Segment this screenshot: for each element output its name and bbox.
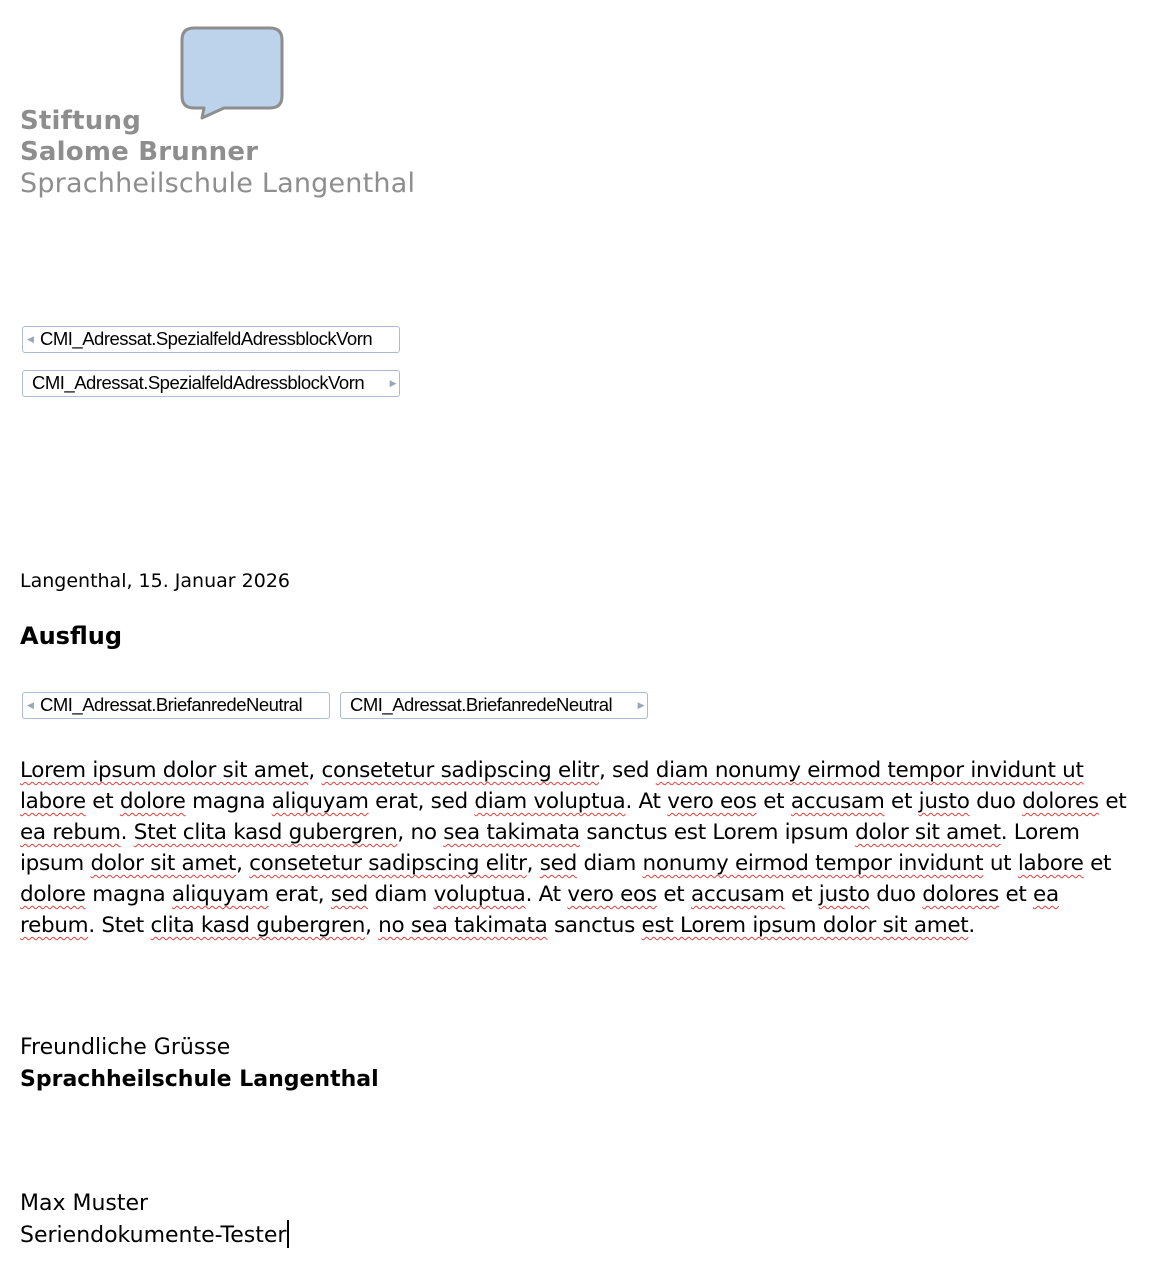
field-start-marker-icon: ◀ bbox=[27, 700, 34, 710]
body-text-segment: , no bbox=[397, 820, 444, 845]
spellcheck-flagged-text: clita kasd gubergren bbox=[150, 913, 366, 938]
letter-body-paragraph[interactable] bbox=[20, 755, 1140, 941]
spellcheck-flagged-text: est Lorem ipsum dolor sit amet bbox=[641, 913, 969, 938]
spellcheck-flagged-text: nonumy eirmod tempor invidunt bbox=[642, 851, 984, 876]
spellcheck-flagged-text: aliquyam bbox=[171, 882, 269, 907]
spellcheck-flagged-text: dolor sit amet bbox=[90, 851, 237, 876]
body-text-segment: erat, sed bbox=[368, 789, 475, 814]
body-text-segment: , bbox=[526, 851, 540, 876]
spellcheck-flagged-text: sea takimata bbox=[443, 820, 580, 845]
merge-field-salutation-start[interactable] bbox=[22, 692, 330, 719]
body-text-segment: . Stet bbox=[88, 913, 151, 938]
spellcheck-flagged-text: accusam bbox=[790, 789, 885, 814]
body-text-segment: duo bbox=[969, 789, 1023, 814]
spellcheck-flagged-text: vero eos bbox=[667, 789, 757, 814]
body-text-segment: , bbox=[236, 851, 250, 876]
body-text-segment: et bbox=[884, 789, 919, 814]
body-text-segment: . bbox=[968, 913, 975, 938]
letter-closing[interactable]: Freundliche Grüsse bbox=[20, 1035, 231, 1060]
field-end-marker-icon: ▶ bbox=[637, 700, 644, 710]
body-text-segment: sanctus bbox=[547, 913, 642, 938]
spellcheck-flagged-text: consetetur sadipscing elitr bbox=[249, 851, 527, 876]
logo-school-name: Sprachheilschule Langenthal bbox=[20, 168, 416, 199]
logo-foundation-name: Salome Brunner bbox=[20, 137, 259, 167]
spellcheck-flagged-text: dolor sit amet bbox=[855, 820, 1001, 845]
body-text-segment: et bbox=[756, 789, 791, 814]
merge-field-address-start[interactable] bbox=[22, 326, 400, 353]
body-text-segment: ut bbox=[983, 851, 1018, 876]
merge-field-label: CMI_Adressat.SpezialfeldAdressblockVorn bbox=[40, 328, 373, 349]
spellcheck-flagged-text: justo bbox=[818, 882, 870, 907]
spellcheck-flagged-text: ea rebum bbox=[20, 882, 1059, 938]
spellcheck-flagged-text: no sea takimata bbox=[378, 913, 548, 938]
body-text-segment: magna bbox=[85, 882, 172, 907]
body-text-segment: sanctus est Lorem ipsum bbox=[579, 820, 856, 845]
merge-field-label: CMI_Adressat.SpezialfeldAdressblockVorn bbox=[32, 372, 365, 393]
body-text-segment: duo bbox=[869, 882, 923, 907]
field-start-marker-icon: ◀ bbox=[27, 334, 34, 344]
body-text-segment: et bbox=[1098, 789, 1127, 814]
body-text-segment: , bbox=[365, 913, 379, 938]
logo bbox=[20, 26, 440, 206]
body-text-segment: . At bbox=[625, 789, 668, 814]
body-text-segment: magna bbox=[185, 789, 272, 814]
spellcheck-flagged-text: sed bbox=[539, 851, 577, 876]
speech-bubble-icon bbox=[180, 26, 284, 122]
spellcheck-flagged-text: sed bbox=[330, 882, 368, 907]
body-text-segment: et bbox=[656, 882, 691, 907]
body-text-segment: erat, bbox=[268, 882, 331, 907]
signer-role: Seriendokumente-Tester bbox=[20, 1223, 287, 1248]
body-text-segment: , bbox=[308, 758, 322, 783]
spellcheck-flagged-text: dolores bbox=[922, 882, 999, 907]
body-text-segment: . bbox=[120, 820, 134, 845]
signer-name[interactable]: Max Muster bbox=[20, 1191, 149, 1216]
spellcheck-flagged-text: ea rebum bbox=[20, 820, 121, 845]
spellcheck-flagged-text: dolore bbox=[119, 789, 186, 814]
body-text-segment: . Lorem ipsum bbox=[20, 820, 1080, 876]
spellcheck-flagged-text: Stet clita kasd gubergren bbox=[133, 820, 398, 845]
body-text-segment: et bbox=[1083, 851, 1112, 876]
letter-subject[interactable]: Ausflug bbox=[20, 622, 122, 650]
spellcheck-flagged-text: diam voluptua bbox=[474, 789, 626, 814]
merge-field-address-end[interactable] bbox=[22, 370, 400, 397]
merge-field-salutation-end[interactable] bbox=[340, 692, 648, 719]
spellcheck-flagged-text: aliquyam bbox=[271, 789, 369, 814]
body-text-segment: diam bbox=[576, 851, 643, 876]
body-text-segment: diam bbox=[367, 882, 434, 907]
letter-date[interactable]: Langenthal, 15. Januar 2026 bbox=[20, 570, 290, 592]
spellcheck-flagged-text: consetetur sadipscing elitr bbox=[321, 758, 599, 783]
spellcheck-flagged-text: justo bbox=[918, 789, 970, 814]
logo-foundation-label: Stiftung bbox=[20, 106, 142, 136]
merge-field-label: CMI_Adressat.BriefanredeNeutral bbox=[40, 694, 303, 715]
spellcheck-flagged-text: dolores bbox=[1022, 789, 1099, 814]
field-end-marker-icon: ▶ bbox=[389, 378, 396, 388]
body-text-segment: et bbox=[85, 789, 120, 814]
body-text-segment: . At bbox=[525, 882, 568, 907]
letter-closing-organization[interactable]: Sprachheilschule Langenthal bbox=[20, 1067, 379, 1092]
spellcheck-flagged-text: Lorem ipsum dolor sit amet bbox=[20, 758, 309, 783]
body-text-segment: et bbox=[784, 882, 819, 907]
text-cursor bbox=[287, 1220, 289, 1248]
body-text-segment: et bbox=[998, 882, 1034, 907]
spellcheck-flagged-text: diam nonumy eirmod tempor invidunt ut labore bbox=[20, 758, 1084, 814]
spellcheck-flagged-text: vero eos bbox=[567, 882, 657, 907]
spellcheck-flagged-text: labore bbox=[1017, 851, 1084, 876]
signer-role-line[interactable] bbox=[20, 1220, 289, 1252]
spellcheck-flagged-text: accusam bbox=[690, 882, 785, 907]
merge-field-label: CMI_Adressat.BriefanredeNeutral bbox=[350, 694, 613, 715]
spellcheck-flagged-text: dolore bbox=[20, 882, 86, 907]
spellcheck-flagged-text: voluptua bbox=[433, 882, 526, 907]
body-text-segment: , sed bbox=[598, 758, 656, 783]
